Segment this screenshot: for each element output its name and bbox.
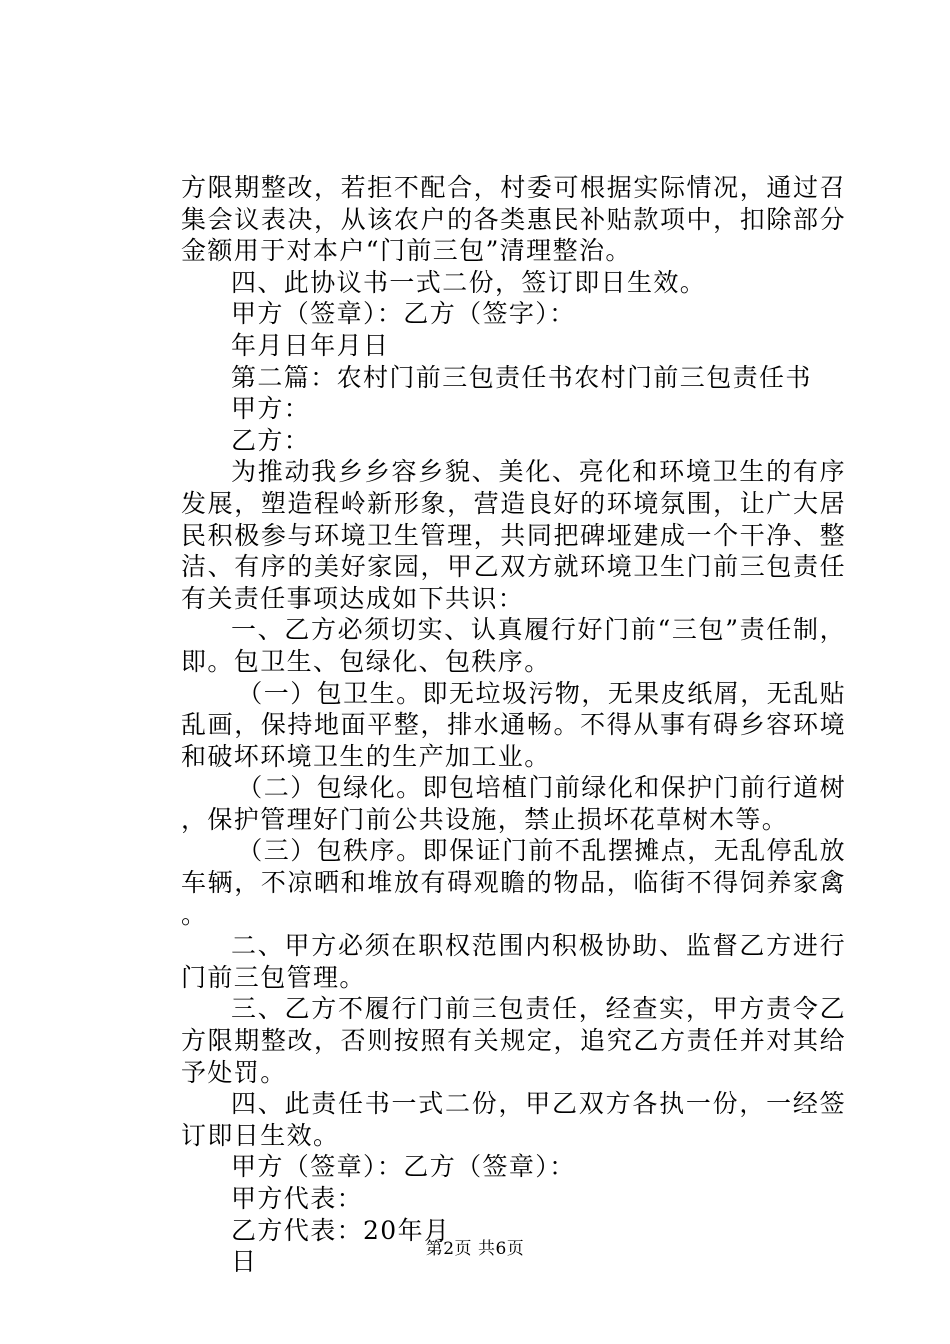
paragraph-signature-line-2: 甲方（签章）：乙方（签章）： [231, 1152, 576, 1182]
paragraph-party-b: 乙方： [231, 425, 311, 455]
page-footer [0, 1238, 950, 1260]
section-heading-part-2: 第二篇：农村门前三包责任书农村门前三包责任书 [231, 362, 812, 392]
paragraph-date-line-1: 年月日年月日 [231, 330, 390, 360]
paragraph-clause-2: 二、甲方必须在职权范围内积极协助、监督乙方进行门前三包管理。 [181, 931, 846, 992]
paragraph-clause-1-order: （三）包秩序。即保证门前不乱摆摊点，无乱停乱放车辆，不凉晒和堆放有碍观瞻的物品，临街不得饲养家禽。 [181, 836, 846, 929]
paragraph-date-day: 日 [231, 1247, 258, 1277]
paragraph-agreement-copies: 四、此协议书一式二份，签订即日生效。 [231, 267, 707, 297]
document-body [181, 172, 846, 1278]
paragraph-clause-1-sanitation: （一）包卫生。即无垃圾污物，无果皮纸屑，无乱贴乱画，保持地面平整，排水通畅。不得从事有碍乡容环境和破坏环境卫生的生产加工业。 [181, 678, 846, 771]
page-indicator: 第2页 共6页 [425, 1239, 525, 1259]
paragraph-preamble: 为推动我乡乡容乡貌、美化、亮化和环境卫生的有序发展，塑造程岭新形象，营造良好的环境氛围，让广大居民积极参与环境卫生管理，共同把碑垭建成一个干净、整洁、有序的美好家园，甲乙双方就环境卫生门前三包责任有关责任事项达成如下共识： [181, 457, 846, 613]
paragraph-party-a-representative: 甲方代表： [231, 1184, 364, 1213]
paragraph-clause-1-greening: （二）包绿化。即包培植门前绿化和保护门前行道树，保护管理好门前公共设施，禁止损坏花草树木等。 [181, 773, 846, 834]
paragraph-clause-1: 一、乙方必须切实、认真履行好门前“三包”责任制，即。包卫生、包绿化、包秩序。 [181, 615, 846, 676]
paragraph-continuation: 方限期整改，若拒不配合，村委可根据实际情况，通过召集会议表决，从该农户的各类惠民补贴款项中，扣除部分金额用于对本户“门前三包”清理整治。 [181, 173, 846, 266]
paragraph-party-a: 甲方： [231, 394, 311, 424]
paragraph-signature-line-1: 甲方（签章）：乙方（签字）： [231, 299, 576, 329]
paragraph-clause-4: 四、此责任书一式二份，甲乙双方各执一份，一经签订即日生效。 [181, 1089, 846, 1150]
paragraph-party-b-representative: 乙方代表：20年月 [231, 1215, 451, 1245]
paragraph-clause-3: 三、乙方不履行门前三包责任，经查实，甲方责令乙方限期整改，否则按照有关规定，追究乙方责任并对其给予处罚。 [181, 994, 846, 1087]
